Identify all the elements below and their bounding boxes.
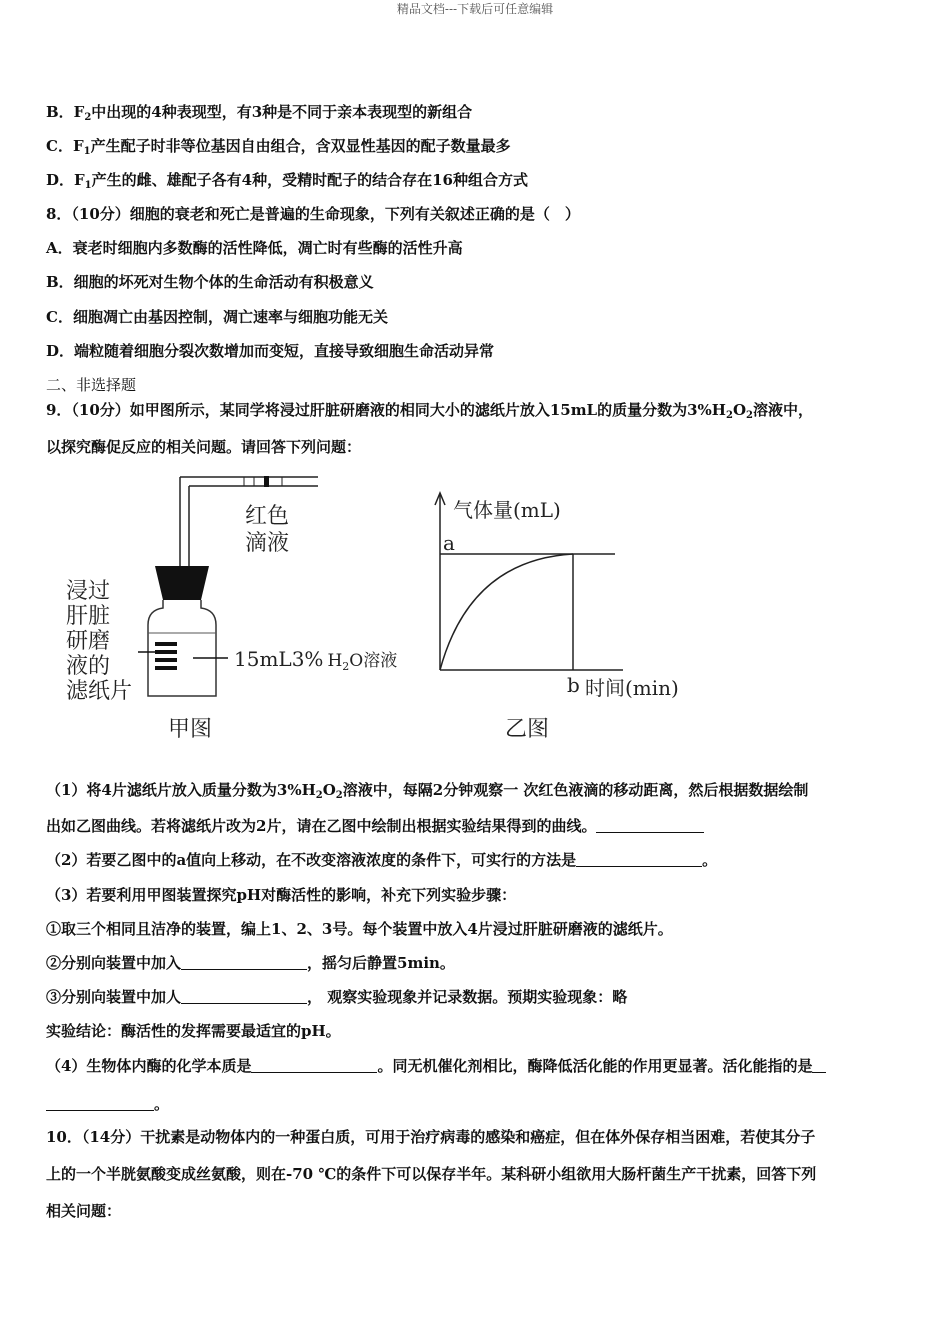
caption-jia: 甲图: [168, 717, 213, 742]
q8-option-d: D．端粒随着细胞分裂次数增加而变短，直接导致细胞生命活动异常: [46, 342, 495, 360]
bottle: [148, 600, 216, 696]
red-drop: [264, 476, 269, 487]
q8-option-b: B．细胞的坏死对生物个体的生命活动有积极意义: [46, 273, 374, 291]
q9-part2: （2）若要乙图中的a值向上移动，在不改变溶液浓度的条件下，可实行的方法是 。: [46, 851, 718, 869]
answer-blank[interactable]: [596, 818, 704, 833]
q9-conclusion: 实验结论：酶活性的发挥需要最适宜的pH。: [46, 1022, 341, 1040]
x-axis-label: 时间(min): [585, 676, 679, 700]
q8-option-a: A．衰老时细胞内多数酶的活性降低，凋亡时有些酶的活性升高: [46, 239, 463, 257]
filter-paper: [155, 650, 177, 654]
section-title: 二、非选择题: [46, 376, 137, 394]
q9-step3: ③分别向装置中加人 ， 观察实验现象并记录数据。预期实验现象：略: [46, 988, 628, 1006]
y-axis-label: 气体量(mL): [453, 498, 561, 522]
q7-option-b: B．$F_2$中出现的4种表现型，有3种是不同于亲本表现型的新组合: [46, 103, 473, 123]
label-paper-1: 浸过: [66, 579, 111, 604]
q7-option-d: D．$F_1$产生的雌、雄配子各有4种，受精时配子的结合存在16种组合方式: [46, 171, 528, 191]
q8-stem: 8．（10分）细胞的衰老和死亡是普遍的生命现象，下列有关叙述正确的是（ ）: [46, 205, 580, 223]
q9-part1-line2: 出如乙图曲线。若将滤纸片改为2片，请在乙图中绘制出根据实验结果得到的曲线。: [46, 816, 704, 836]
label-red-drop-2: 滴液: [245, 531, 290, 556]
q10-line3: 相关问题：: [46, 1202, 122, 1220]
q10-line2: 上的一个半胱氨酸变成丝氨酸，则在-70 ℃的条件下可以保存半年。某科研小组欲用大肠杆菌生产干扰素，回答下列: [46, 1165, 817, 1183]
b-label: b: [567, 673, 580, 697]
figure-jia: [60, 470, 420, 750]
q9-stem-line2: 以探究酶促反应的相关问题。请回答下列问题：: [46, 438, 362, 456]
answer-blank[interactable]: [181, 955, 307, 970]
q9-step1: ①取三个相同且洁净的装置，编上1、2、3号。每个装置中放入4片浸过肝脏研磨液的滤纸片。: [46, 920, 673, 938]
q9-stem-line1: 9．（10分）如甲图所示，某同学将浸过肝脏研磨液的相同大小的滤纸片放入15mL的质量分数为$3\%H_2O_2$溶液中，: [46, 401, 814, 421]
q7-option-c: C．$F_1$产生配子时非等位基因自由组合，含双显性基因的配子数量最多: [46, 137, 511, 157]
q9-part4-line2: 。: [46, 1094, 169, 1114]
label-paper-3: 研磨: [66, 629, 111, 654]
filter-paper: [155, 658, 177, 662]
answer-blank[interactable]: [251, 1058, 377, 1073]
q9-step2: ②分别向装置中加入 ，摇匀后静置5min。: [46, 954, 455, 972]
answer-blank[interactable]: [812, 1058, 826, 1073]
filter-paper: [155, 666, 177, 670]
label-paper-5: 滤纸片: [66, 679, 133, 704]
caption-yi: 乙图: [505, 717, 550, 742]
q10-line1: 10．（14分）干扰素是动物体内的一种蛋白质，可用于治疗病毒的感染和癌症，但在体外保存相当困难，若使其分子: [46, 1128, 816, 1146]
stopper: [155, 566, 209, 600]
answer-blank[interactable]: [46, 1096, 154, 1111]
q9-part4-line1: （4）生物体内酶的化学本质是 。同无机催化剂相比，酶降低活化能的作用更显著。活化能指的是: [46, 1056, 826, 1076]
reaction-curve: [440, 554, 573, 670]
page-header: 精品文档---下载后可任意编辑: [396, 2, 554, 16]
label-solution: 15mL3% $H_2^{O溶液}$: [234, 647, 398, 673]
q9-part3: （3）若要利用甲图装置探究pH对酶活性的影响，补充下列实验步骤：: [46, 886, 517, 904]
a-label: a: [443, 531, 455, 555]
label-paper-4: 液的: [66, 654, 111, 679]
label-red-drop-1: 红色: [245, 504, 290, 529]
q9-part1-line1: （1）将4片滤纸片放入质量分数为$3\%H_2O_2$溶液中，每隔2分钟观察一 次红色液滴的移动距离，然后根据数据绘制: [46, 781, 809, 801]
answer-blank[interactable]: [181, 989, 307, 1004]
label-paper-2: 肝脏: [66, 604, 111, 629]
answer-blank[interactable]: [576, 852, 702, 867]
filter-paper: [155, 642, 177, 646]
q8-option-c: C．细胞凋亡由基因控制，凋亡速率与细胞功能无关: [46, 308, 388, 326]
figure-yi: [425, 480, 695, 750]
